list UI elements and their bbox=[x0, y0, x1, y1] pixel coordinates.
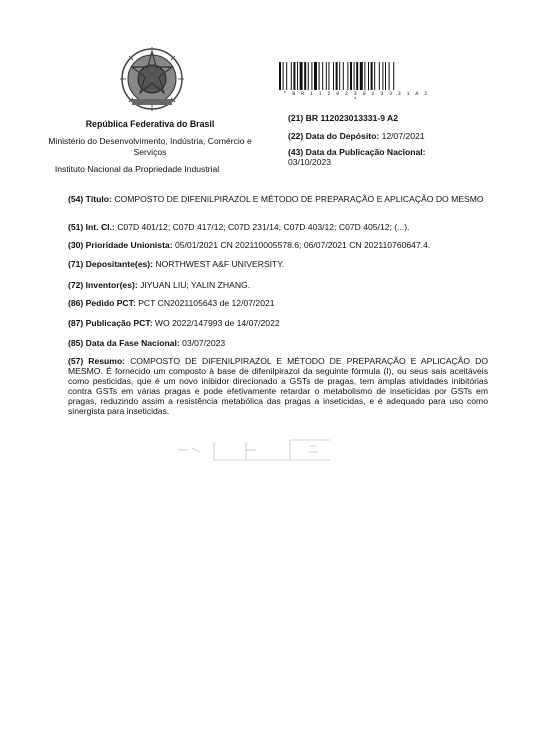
field-priority: (30) Prioridade Unionista: 05/01/2021 CN 202110005578.6; 06/07/2021 CN 202110760647.4. bbox=[68, 240, 431, 250]
field-abstract: (57) Resumo: COMPOSTO DE DIFENILPIRAZOL E MÉTODO DE PREPARAÇÃO E APLICAÇÃO DO MESMO. É fornecido um composto à base de difenilpirazol da seguinte fórmula (I), ou seus sais aceitáveis como pesticidas, que é um novo inibidor direcionado a GSTs de pragas, tem amplas atividades inibitórias contra GSTs em várias pragas e pode efetivamente retardar o metabolismo de inseticidas por GSTs em pragas, reduzindo assim a resistência metabólica das pragas a inseticidas, e é adequado para uso como sinergista para inseticidas. bbox=[68, 356, 489, 416]
field-applicant: (71) Depositante(es): NORTHWEST A&F UNIVERSITY. bbox=[68, 259, 285, 269]
field-pct-publication: (87) Publicação PCT: WO 2022/147993 de 14/07/2022 bbox=[68, 318, 280, 328]
publication-date: (43) Data da Publicação Nacional: 03/10/2023 bbox=[288, 147, 426, 167]
chemical-formula-image bbox=[170, 436, 380, 464]
field-pct-request: (86) Pedido PCT: PCT CN2021105643 de 12/07/2021 bbox=[68, 298, 275, 308]
field-int-cl: (51) Int. Cl.: C07D 401/12; C07D 417/12; C07D 231/14; C07D 403/12; C07D 405/12; (...). bbox=[68, 222, 410, 232]
field-title: (54) Título: COMPOSTO DE DIFENILPIRAZOL E MÉTODO DE PREPARAÇÃO E APLICAÇÃO DO MESMO bbox=[68, 194, 484, 204]
coat-of-arms-emblem bbox=[118, 45, 186, 113]
patent-number: (21) BR 112023013331-9 A2 bbox=[288, 113, 399, 123]
barcode bbox=[279, 62, 433, 90]
institute-name: Instituto Nacional da Propriedade Industrial bbox=[54, 164, 220, 174]
field-national-phase: (85) Data da Fase Nacional: 03/07/2023 bbox=[68, 338, 226, 348]
field-inventor: (72) Inventor(es): JIYUAN LIU; YALIN ZHANG. bbox=[68, 280, 251, 290]
barcode-text: * B R 1 1 2 0 2 3 0 1 3 3 3 1 A 2 * bbox=[283, 91, 429, 103]
country-title: República Federativa do Brasil bbox=[85, 119, 215, 129]
ministry-name: Ministério do Desenvolvimento, Indústria, Comércio e Serviços bbox=[48, 136, 252, 157]
deposit-date: (22) Data do Depósito: 12/07/2021 bbox=[288, 131, 425, 141]
